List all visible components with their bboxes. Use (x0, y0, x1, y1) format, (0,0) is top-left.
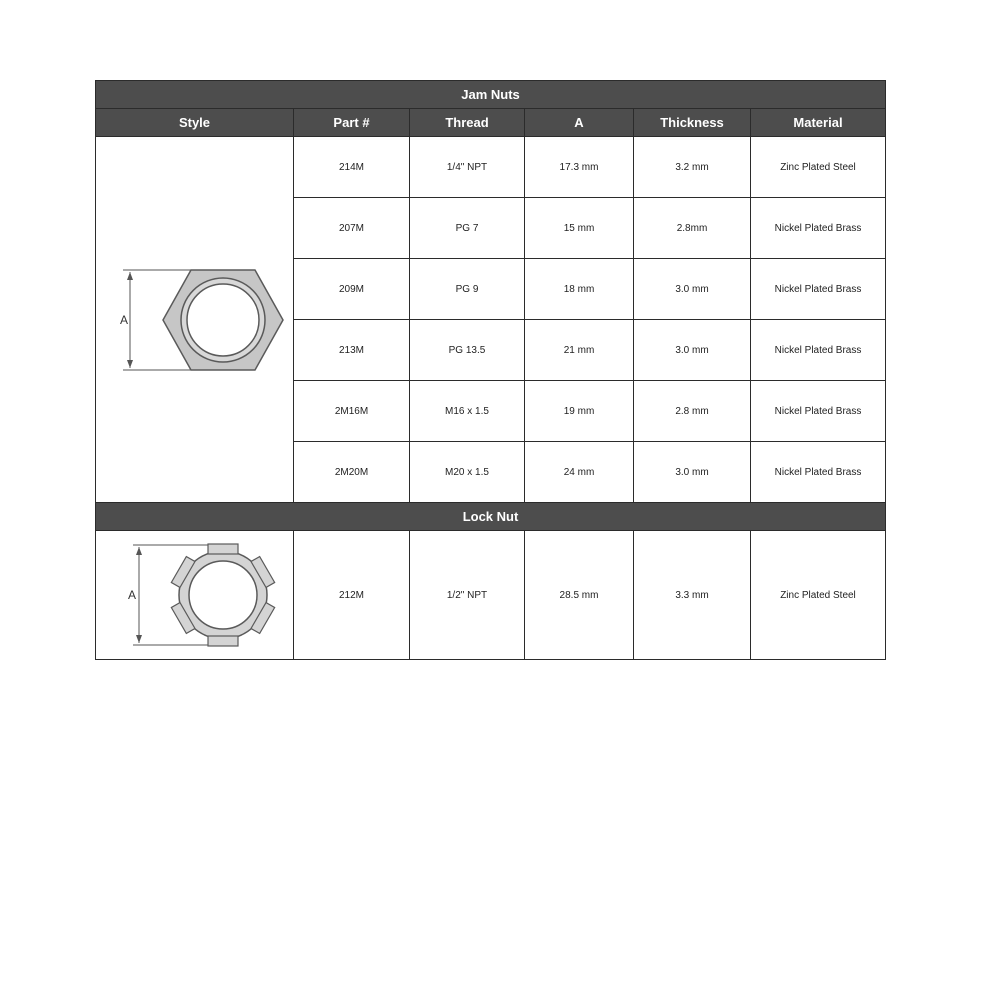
material: Nickel Plated Brass (751, 381, 886, 442)
nut-spec-table (95, 80, 886, 660)
material: Nickel Plated Brass (751, 198, 886, 259)
column-header-thread: Thread (410, 109, 525, 137)
thickness: 3.2 mm (634, 137, 751, 198)
material: Zinc Plated Steel (751, 137, 886, 198)
part-number: 2M16M (294, 381, 410, 442)
material: Zinc Plated Steel (751, 531, 886, 660)
jam-nuts-title: Jam Nuts (96, 81, 886, 109)
thickness: 2.8 mm (634, 381, 751, 442)
part-number: 209M (294, 259, 410, 320)
part-number: 212M (294, 531, 410, 660)
dimension-a: 24 mm (525, 442, 634, 503)
thread: 1/4" NPT (410, 137, 525, 198)
dimension-a: 18 mm (525, 259, 634, 320)
part-number: 213M (294, 320, 410, 381)
thickness: 2.8mm (634, 198, 751, 259)
part-number: 207M (294, 198, 410, 259)
dimension-a: 15 mm (525, 198, 634, 259)
dimension-a: 17.3 mm (525, 137, 634, 198)
table-row (96, 531, 886, 660)
part-number: 214M (294, 137, 410, 198)
thickness: 3.0 mm (634, 442, 751, 503)
thread: M16 x 1.5 (410, 381, 525, 442)
lock-nut-style-cell (96, 531, 294, 660)
jam-nut-dimension-label: A (119, 312, 128, 327)
column-header-row (96, 109, 886, 137)
column-header-thickness: Thickness (634, 109, 751, 137)
thread: 1/2" NPT (410, 531, 525, 660)
lock-nut-title: Lock Nut (96, 503, 886, 531)
jam-nuts-section-header (96, 81, 886, 109)
thickness: 3.0 mm (634, 320, 751, 381)
material: Nickel Plated Brass (751, 320, 886, 381)
thread: PG 7 (410, 198, 525, 259)
column-header-part: Part # (294, 109, 410, 137)
dimension-a: 19 mm (525, 381, 634, 442)
lock-nut-diagram (105, 539, 285, 651)
column-header-a: A (525, 109, 634, 137)
thickness: 3.3 mm (634, 531, 751, 660)
thickness: 3.0 mm (634, 259, 751, 320)
material: Nickel Plated Brass (751, 442, 886, 503)
jam-nut-diagram (105, 260, 285, 380)
lock-nut-dimension-label: A (127, 588, 136, 602)
part-number: 2M20M (294, 442, 410, 503)
material: Nickel Plated Brass (751, 259, 886, 320)
table-row (96, 137, 886, 198)
jam-nut-style-cell (96, 137, 294, 503)
column-header-material: Material (751, 109, 886, 137)
dimension-a: 21 mm (525, 320, 634, 381)
lock-nut-section-header (96, 503, 886, 531)
column-header-style: Style (96, 109, 294, 137)
thread: PG 13.5 (410, 320, 525, 381)
thread: M20 x 1.5 (410, 442, 525, 503)
thread: PG 9 (410, 259, 525, 320)
dimension-a: 28.5 mm (525, 531, 634, 660)
